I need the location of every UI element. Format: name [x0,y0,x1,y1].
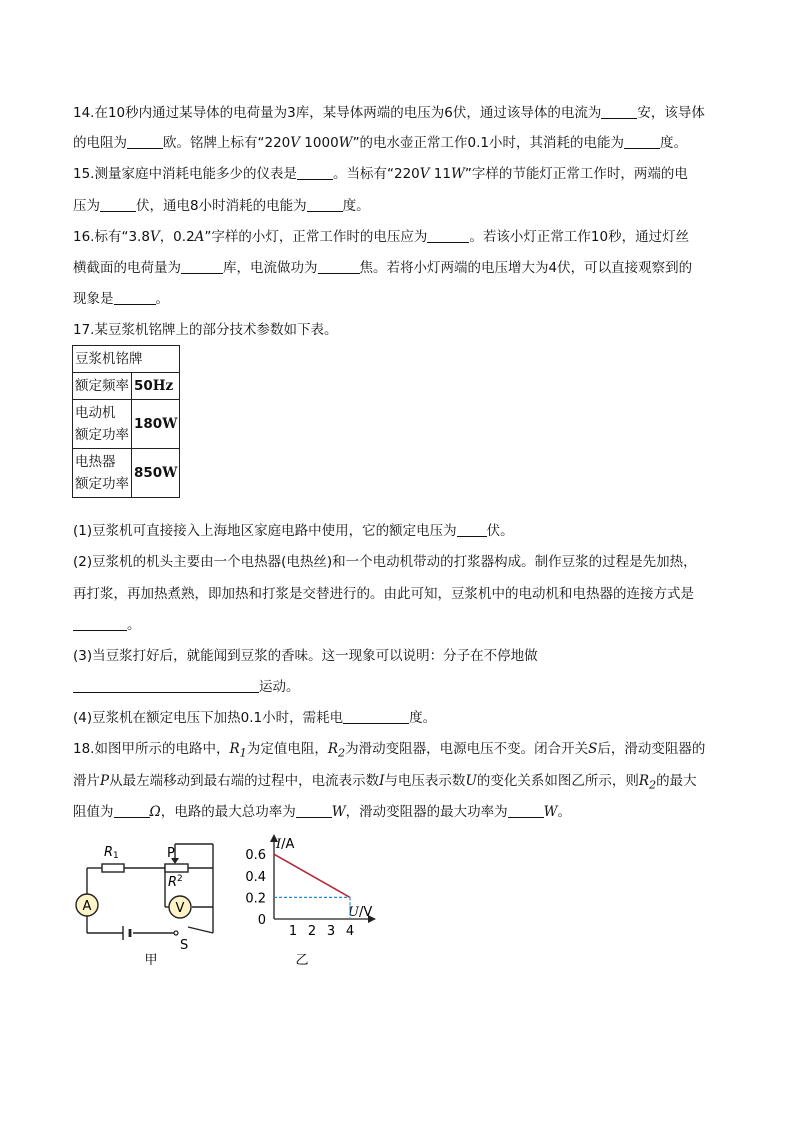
value-unit: Hz [152,378,174,394]
q16-text: 16.标有“3.8 [73,229,150,245]
symbol-sub: 1 [239,746,247,760]
y-tick-label: 0.4 [245,869,266,885]
q14-text: 14.在10秒内通过某导体的电荷量为3库，某导体两端的电压为6伏，通过该导体的电流为 [73,105,602,121]
q16-text: 横截面的电荷量为 [73,260,181,276]
symbol-r2: R [327,741,338,757]
q17-text: 度。 [409,710,437,726]
label-line: 电动机 [75,405,116,421]
table-row [73,373,180,400]
label-line: 额定功率 [75,476,129,492]
q18-text: 的最大 [656,773,697,789]
q14-text: ”的电水壶正常工作0.1小时，其消耗的电能为 [352,135,625,151]
q18-answer-blank-rheostat-power[interactable] [508,803,544,818]
switch-label: S [180,938,189,953]
resistor-r1 [102,864,124,872]
q15-text: 。当标有“220 [332,166,420,182]
q14-text: 1000 [300,135,339,151]
q14-line-1 [73,104,705,122]
q17-text: (1)豆浆机可直接接入上海地区家庭电路中使用，它的额定电压为 [73,523,457,539]
figure-caption-yi: 乙 [295,953,309,968]
q14-text: 的电阻为 [73,135,127,151]
symbol-sub: 2 [338,746,346,760]
x-axis-label [348,905,372,920]
symbol-r2: R [638,773,649,789]
unit-v: V [290,135,301,151]
table-row [73,449,180,498]
unit-a: A [194,229,205,245]
q15-text: 15.测量家庭中消耗电能多少的仪表是 [73,166,297,182]
y-axis-unit: /A [281,837,295,852]
q15-text: 压为 [73,198,100,214]
symbol-sub: 2 [649,778,657,792]
x-axis-variable: U [348,905,359,920]
q15-answer-blank-voltage[interactable] [100,197,136,212]
symbol-s: S [588,741,598,757]
value-number: 850 [134,465,163,481]
q16-text: 。 [155,291,169,307]
x-tick-label: 2 [307,924,317,939]
q18-text: ，滑动变阻器的最大功率为 [345,804,508,820]
rheostat-r2 [165,864,188,872]
q14-answer-blank-resistance[interactable] [127,134,163,149]
table-row [73,400,180,449]
q17-part-1 [73,522,514,540]
q15-text: 度。 [342,198,370,214]
q15-text: 伏，通电8小时消耗的电能为 [136,198,307,214]
p-label: P [167,846,175,861]
q18-line-3 [73,803,571,821]
table-cell-value [132,400,180,449]
series-line [274,854,350,897]
unit-w: W [543,804,558,820]
value-unit: W [162,465,178,481]
q18-text: 后，滑动变阻器的 [597,741,706,757]
x-tick-label: 3 [326,924,336,939]
table-cell-label [73,449,132,498]
table-row [73,346,180,373]
y-axis-variable: I [276,837,282,852]
value-number: 180 [134,416,163,432]
q18-text: 阻值为 [73,804,114,820]
y-tick-label: 0.2 [245,891,266,907]
q18-answer-blank-total-power[interactable] [296,803,332,818]
q18-line-1 [73,740,705,763]
r1-subscript: 1 [113,851,119,861]
q15-answer-blank-meter[interactable] [297,165,333,180]
unit-w: W [331,804,346,820]
q15-line-1 [73,165,688,183]
symbol-r1: R [229,741,240,757]
q16-answer-blank-work[interactable] [318,259,360,274]
circuit-diagram [68,838,228,970]
q16-line-2 [73,259,692,277]
r2-subscript: 2 [177,874,183,884]
q18-text: 18.如图甲所示的电路中， [73,741,230,757]
y-tick-label: 0.6 [245,848,266,864]
q17-part-2-line-2: 再打浆，再加热煮熟，即加热和打浆是交替进行的。由此可知，豆浆机中的电动机和电热器的连接方式是 [73,586,694,602]
q15-text: ”字样的节能灯正常工作时，两端的电 [464,166,688,182]
q16-text: ”字样的小灯，正常工作时的电压应为 [204,229,428,245]
q14-text: 欧。铭牌上标有“220 [163,135,291,151]
table-cell-value [132,449,180,498]
voltmeter-label: V [175,901,185,916]
value-number: 50 [134,378,153,394]
figure-caption-jia: 甲 [144,953,158,968]
q17-text: (4)豆浆机在额定电压下加热0.1小时，需耗电 [73,710,344,726]
label-line: 电热器 [75,454,116,470]
iu-graph [228,830,388,972]
q14-text: 度。 [660,135,688,151]
q17-text: 伏。 [486,523,514,539]
q18-text: 滑片 [73,773,100,789]
q16-line-1 [73,228,689,246]
switch-icon [174,931,178,935]
q16-text: 库，电流做功为 [223,260,318,276]
q17-answer-blank-energy[interactable] [343,709,409,724]
q16-answer-blank-voltage[interactable] [427,228,469,243]
x-tick-label: 4 [345,924,355,939]
q16-answer-blank-charge[interactable] [181,259,223,274]
q18-text: 为滑动变阻器，电源电压不变。闭合开关 [345,741,589,757]
q18-text: 为定值电阻， [246,741,328,757]
unit-w: W [450,166,465,182]
q17-part-2-line-1: (2)豆浆机的机头主要由一个电热器(电热丝)和一个电动机带动的打浆器构成。制作豆浆的过程是先加热， [73,554,697,570]
q18-line-2 [73,772,697,795]
q16-line-3 [73,290,169,308]
q15-line-2 [73,197,370,215]
y-tick-label: 0 [257,913,266,928]
q16-text: 现象是 [73,291,114,307]
q17-answer-blank-connection[interactable] [73,616,127,631]
q18-text: 从最左端移动到最右端的过程中，电流表示数 [109,773,380,789]
unit-v: V [419,166,430,182]
unit-w: W [338,135,353,151]
q18-text: ，电路的最大总功率为 [160,804,296,820]
table-cell-value [132,373,180,400]
q16-answer-blank-phenomenon[interactable] [114,290,156,305]
q15-answer-blank-energy[interactable] [307,197,343,212]
q14-answer-blank-energy[interactable] [624,134,660,149]
q18-text: 。 [557,804,571,820]
table-title: 豆浆机铭牌 [73,346,180,373]
table-cell-label: 额定频率 [73,373,132,400]
r1-letter: R [104,845,114,860]
label-line: 额定功率 [75,427,129,443]
x-tick-label: 1 [288,924,298,939]
q17-part-3-line-1: (3)当豆浆打好后，就能闻到豆浆的香味。这一现象可以说明：分子在不停地做 [73,648,538,664]
q17-text: 运动。 [259,679,300,695]
q17-part-2-line-3 [73,616,141,634]
symbol-u: U [465,773,477,789]
symbol-i: I [379,773,385,789]
symbol-p: P [100,773,110,789]
x-axis-unit: /V [358,905,373,920]
r2-letter: R [168,875,178,890]
q17-part-3-line-2 [73,678,300,696]
spec-table [72,345,180,498]
r1-label [104,845,119,861]
q14-line-2 [73,134,687,152]
q18-text: 的变化关系如图乙所示，则 [476,773,639,789]
q16-text: ，0.2 [159,229,195,245]
y-axis-label [275,837,295,852]
ammeter-label: A [82,899,92,914]
q18-answer-blank-resistance[interactable] [114,803,150,818]
q16-text: 。若该小灯正常工作10秒，通过灯丝 [469,229,690,245]
q18-text: 与电压表示数 [384,773,466,789]
q16-text: 焦。若将小灯两端的电压增大为4伏，可以直接观察到的 [359,260,693,276]
unit-v: V [149,229,160,245]
q14-text: 安，该导体 [637,105,705,121]
q17-intro: 17.某豆浆机铭牌上的部分技术参数如下表。 [73,322,338,338]
unit-ohm: Ω [149,804,161,820]
wire [188,927,213,933]
table-cell-label [73,400,132,449]
q17-text: 。 [127,617,141,633]
q14-answer-blank-current[interactable] [601,104,637,119]
q15-text: 11 [429,166,451,182]
value-unit: W [162,416,178,432]
r2-label [168,874,183,890]
q17-answer-blank-motion[interactable] [73,678,259,693]
q17-part-4 [73,709,436,727]
q17-answer-blank-voltage[interactable] [457,522,487,537]
